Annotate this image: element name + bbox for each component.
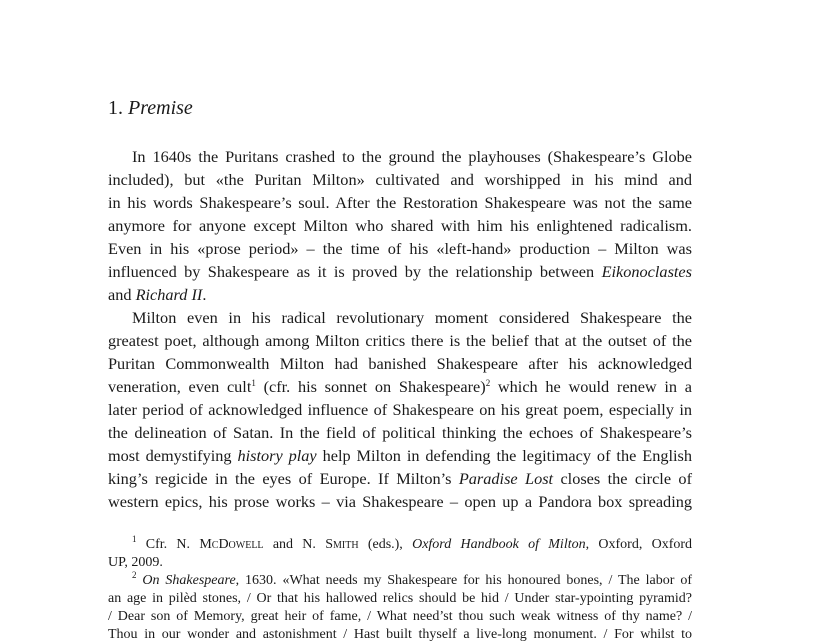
italic-title: Richard II [135,285,203,304]
body-line: greatest poet, although among Milton critics there is the belief that at the outset of the [108,331,692,350]
author-name: Smith [325,537,359,552]
italic-title: Eikonoclastes [601,262,692,281]
text-run: most demystifying [108,446,238,465]
footnote-ref: 1 [251,378,256,388]
text-run: (eds.), [358,537,413,552]
body-line: in his words Shakespeare’s soul. After the Restoration Shakespeare was not the same [108,193,692,212]
text-run: , Oxford, Oxford [585,537,693,552]
text-run: Cfr. N. [136,537,200,552]
body-line: Puritan Commonwealth Milton had banished Shakespeare after his acknowledged [108,354,692,373]
italic-title: Oxford Handbook of Milton [412,537,586,552]
body-line [108,444,692,467]
body-line [108,467,692,490]
footnote-2-cont: Thou in our wonder and astonishment / Hast built thyself a live-long monument. / For whilst to [108,627,692,642]
footnote-2-cont: an age in pilèd stones, / Or that his hallowed relics should be hid / Under star-ypointing pyramid? [108,591,692,606]
body-line [108,260,692,283]
body-line: In 1640s the Puritans crashed to the ground the playhouses (Shakespeare’s Globe [132,147,692,166]
text-run: help Milton in defending the legitimacy of the English [316,446,692,465]
footnote-1-cont: UP, 2009. [108,555,163,570]
footnote-ref: 2 [485,378,491,388]
body-line: later period of acknowledged influence of Shakespeare on his great poem, especially in [108,400,692,419]
text-run: influenced by Shakespeare as it is proved by the relationship between [108,262,602,281]
author-name: McDowell [199,537,264,552]
body-line: western epics, his prose works – via Shakespeare – open up a Pandora box spreading [108,492,692,511]
body-line: Even in his «prose period» – the time of his «left-hand» production – Milton was [108,239,692,258]
text-run: (cfr. his sonnet on Shakespeare) [255,377,486,396]
body-line [108,283,692,306]
text-run: closes the circle of [553,469,692,488]
body-line: anymore for anyone except Milton who shared with him his enlightened radicalism. [108,216,692,235]
text-run: . [202,285,207,304]
section-heading [108,96,193,120]
body-line [108,375,692,398]
text-run: king’s regicide in the eyes of Europe. If Milton’s [108,469,459,488]
footnote-1 [108,536,692,554]
section-title: Premise [128,97,193,119]
section-number: 1. [108,97,128,119]
body-line: Milton even in his radical revolutionary moment considered Shakespeare the [132,308,692,327]
text-run: which he would renew in a [490,377,692,396]
footnote-2 [108,572,692,590]
text-run: , 1630. «What needs my Shakespeare for his honoured bones, / The labor of [235,573,692,588]
body-line: the delineation of Satan. In the field of political thinking the echoes of Shakespeare’s [108,423,692,442]
body-text [108,145,692,513]
footnote-number: 2 [132,570,137,580]
italic-title: Paradise Lost [458,469,554,488]
footnote-number: 1 [132,534,137,544]
italic-title: On Shakespeare [142,573,236,588]
footnote-2-cont: / Dear son of Memory, great heir of fame, / What need’st thou such weak witness of thy name? / [108,609,692,624]
footnotes [108,536,692,644]
text-run: and N. [263,537,326,552]
text-run: and [108,285,136,304]
body-line: included), but «the Puritan Milton» cultivated and worshipped in his mind and [108,170,692,189]
italic-term: history play [237,446,317,465]
text-run: veneration, even cult [108,377,252,396]
